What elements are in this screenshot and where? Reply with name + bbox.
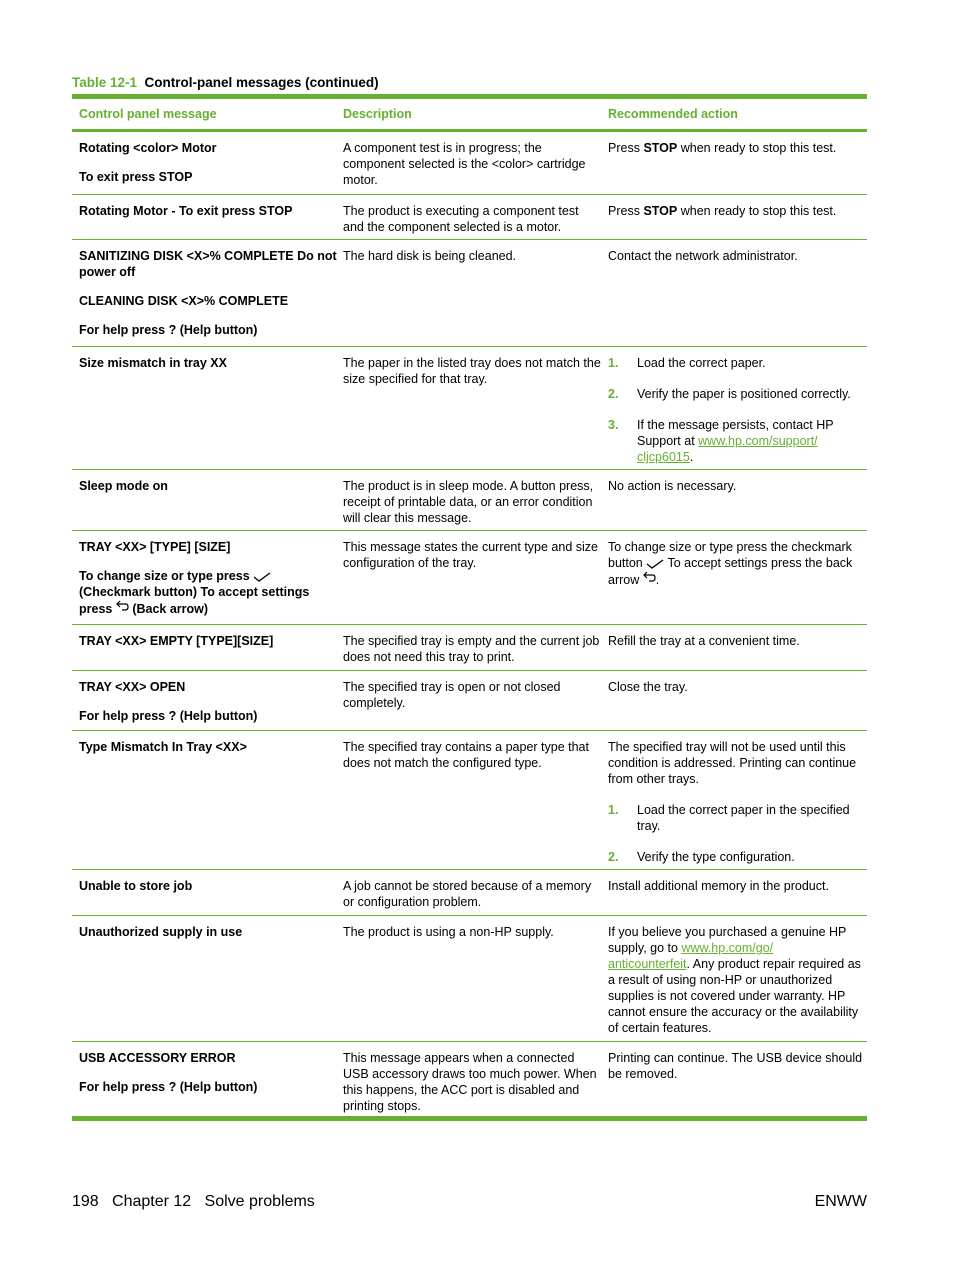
table-row <box>72 347 867 470</box>
table-row <box>72 671 867 731</box>
message-text: USB ACCESSORY ERROR <box>79 1051 236 1065</box>
message-cell <box>72 1042 337 1116</box>
message-text: To exit press STOP <box>79 170 193 184</box>
message-text: SANITIZING DISK <X>% COMPLETE Do not power off <box>79 249 337 279</box>
action-text: Press <box>608 204 644 218</box>
action-text: Press <box>608 141 644 155</box>
message-text: For help press ? (Help button) <box>79 323 258 337</box>
action-text: . <box>655 573 660 587</box>
action-cell <box>602 195 867 239</box>
message-text: TRAY <XX> OPEN <box>79 680 186 694</box>
message-text: Rotating <color> Motor <box>79 141 217 155</box>
message-text: For help press ? (Help button) <box>79 1080 258 1094</box>
footer-enww: ENWW <box>814 1193 867 1210</box>
table-row <box>72 870 867 916</box>
action-cell <box>602 347 867 469</box>
action-cell: Refill the tray at a convenient time. <box>608 634 800 648</box>
description-cell: The paper in the listed tray does not match the size specified for that tray. <box>343 356 601 386</box>
message-text: CLEANING DISK <X>% COMPLETE <box>79 294 289 308</box>
list-item <box>608 802 863 834</box>
table-number: Table 12-1 <box>72 75 138 90</box>
list-item <box>608 417 863 465</box>
list-item <box>608 386 863 402</box>
hp-support-link[interactable]: www.hp.com/support/ <box>698 434 818 448</box>
control-panel-messages-table <box>72 94 867 1121</box>
action-cell <box>602 731 867 869</box>
message-cell: Type Mismatch In Tray <XX> <box>79 740 247 754</box>
message-cell: Sleep mode on <box>79 479 168 493</box>
description-cell: A component test is in progress; the component selected is the <color> cartridge motor. <box>343 141 586 187</box>
description-cell: This message appears when a connected USB accessory draws too much power. When this happens, the ACC port is disabled and printing stops. <box>343 1051 597 1113</box>
step-number: 1. <box>608 356 619 370</box>
cljcp6015-link[interactable]: cljcp6015 <box>637 450 690 464</box>
header-recommended-action: Recommended action <box>608 107 738 121</box>
table-row <box>72 1042 867 1116</box>
message-text <box>79 568 337 617</box>
header-control-panel-message: Control panel message <box>79 107 217 121</box>
step-number: 1. <box>608 803 619 817</box>
table-row <box>72 625 867 671</box>
step-text-part: . <box>689 450 694 464</box>
back-arrow-icon <box>116 600 129 611</box>
table-row <box>72 731 867 870</box>
action-text: when ready to stop this test. <box>677 204 837 218</box>
action-text: To accept settings press the back arrow <box>608 556 853 587</box>
step-text-part: If the message persists, contact HP Support at <box>637 418 834 448</box>
step-text <box>637 417 863 465</box>
description-cell: The product is using a non-HP supply. <box>343 925 554 939</box>
message-cell: TRAY <XX> EMPTY [TYPE][SIZE] <box>79 634 274 648</box>
stop-keyword: STOP <box>643 141 678 155</box>
message-cell: Unable to store job <box>79 879 193 893</box>
description-cell: A job cannot be stored because of a memory or configuration problem. <box>343 879 592 909</box>
table-row <box>72 531 867 625</box>
message-text-part: To change size or type press <box>79 569 254 583</box>
list-item <box>608 355 863 371</box>
message-text: TRAY <XX> [TYPE] [SIZE] <box>79 540 231 554</box>
table-row <box>72 470 867 531</box>
action-cell: Close the tray. <box>608 680 688 694</box>
message-cell <box>72 531 337 624</box>
message-cell: Unauthorized supply in use <box>79 925 243 939</box>
step-number: 3. <box>608 418 619 432</box>
message-cell <box>72 132 337 194</box>
action-text: If you believe you purchased a genuine HP supply, go to <box>608 925 847 955</box>
anticounterfeit-link[interactable]: anticounterfeit <box>608 957 687 971</box>
message-text-part: (Back arrow) <box>128 602 209 616</box>
table-title: Control-panel messages (continued) <box>144 75 379 90</box>
back-arrow-icon <box>643 571 656 582</box>
message-text: For help press ? (Help button) <box>79 709 258 723</box>
table-row <box>72 132 867 195</box>
table-row <box>72 240 867 347</box>
message-cell <box>72 240 337 346</box>
checkmark-icon <box>253 572 271 582</box>
step-text: Load the correct paper. <box>637 356 766 370</box>
action-text: . Any product repair required as a result of using non-HP or unauthorized supplies is not covered under warranty. HP cannot ensure the accuracy or the availability of certain features. <box>608 957 861 1035</box>
description-cell: The specified tray contains a paper type that does not match the configured type. <box>343 740 589 770</box>
hp-go-link[interactable]: www.hp.com/go/ <box>681 941 774 955</box>
table-header-row <box>72 99 867 132</box>
action-cell: Printing can continue. The USB device should be removed. <box>608 1051 863 1081</box>
action-text: The specified tray will not be used until this condition is addressed. Printing can continue from other trays. <box>608 740 857 786</box>
step-text: Verify the type configuration. <box>637 850 795 864</box>
step-number: 2. <box>608 387 619 401</box>
action-cell <box>602 132 867 194</box>
footer-page-chapter: 198 Chapter 12 Solve problems <box>72 1193 315 1210</box>
action-cell <box>602 916 867 1041</box>
description-cell: The product is in sleep mode. A button press, receipt of printable data, or an error condition will clear this message. <box>343 479 594 525</box>
action-cell: Install additional memory in the product. <box>608 879 829 893</box>
message-text-part: (Checkmark button) To accept settings press <box>79 585 310 616</box>
message-cell: Rotating Motor - To exit press STOP <box>79 204 293 218</box>
action-text: when ready to stop this test. <box>677 141 837 155</box>
checkmark-icon <box>646 559 664 569</box>
description-cell: The hard disk is being cleaned. <box>343 249 517 263</box>
step-number: 2. <box>608 850 619 864</box>
step-text: Verify the paper is positioned correctly. <box>637 387 851 401</box>
table-caption <box>72 75 379 90</box>
message-cell <box>72 671 337 730</box>
header-description: Description <box>343 107 412 121</box>
step-text: Load the correct paper in the specified tray. <box>637 803 850 833</box>
table-row <box>72 195 867 240</box>
description-cell: The specified tray is open or not closed completely. <box>343 680 561 710</box>
message-cell: Size mismatch in tray XX <box>79 356 227 370</box>
description-cell: This message states the current type and size configuration of the tray. <box>343 540 598 570</box>
list-item <box>608 849 863 865</box>
description-cell: The product is executing a component test and the component selected is a motor. <box>343 204 579 234</box>
stop-keyword: STOP <box>643 204 678 218</box>
action-cell: No action is necessary. <box>608 479 737 493</box>
description-cell: The specified tray is empty and the current job does not need this tray to print. <box>343 634 600 664</box>
action-text: To change size or type press the checkmark button <box>608 540 852 570</box>
table-row <box>72 916 867 1042</box>
action-cell <box>602 531 867 624</box>
action-cell: Contact the network administrator. <box>608 249 798 263</box>
